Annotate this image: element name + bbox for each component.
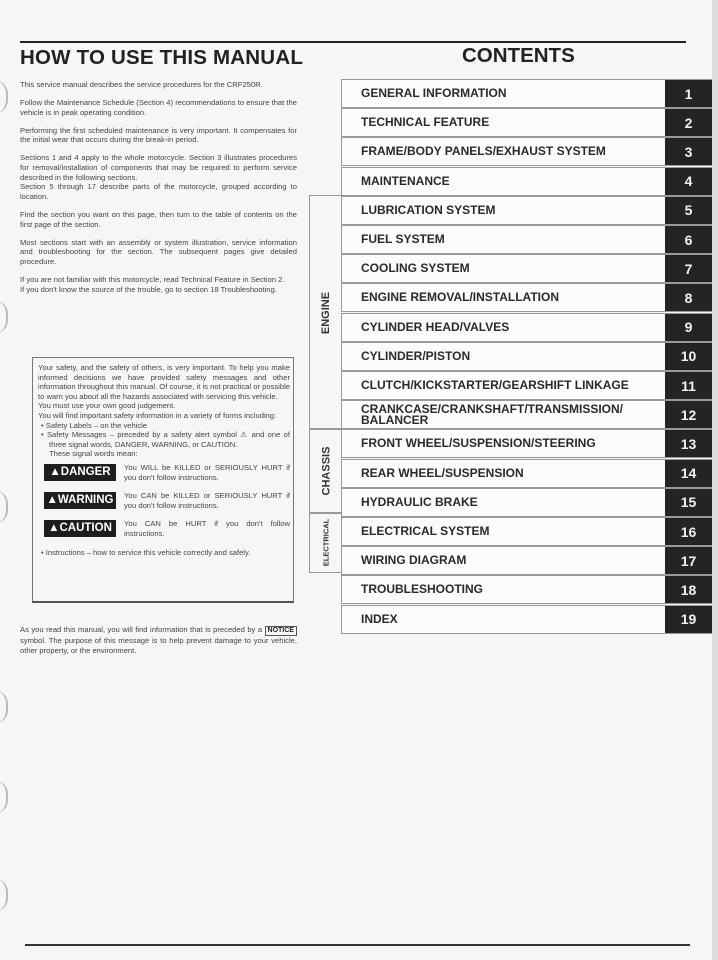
signal-text: You CAN be HURT if you don't follow instructions. bbox=[124, 519, 290, 538]
bullet: • Safety Messages – preceded by a safety alert symbol ⚠ and one of three signal words, DANGER, WARNING, or CAUTION. bbox=[41, 430, 290, 449]
contents-item-3[interactable] bbox=[341, 137, 712, 166]
contents-item-label: FRONT WHEEL/SUSPENSION/STEERING bbox=[361, 436, 596, 451]
section-number-tab: 7 bbox=[665, 255, 712, 282]
safety-intro: Your safety, and the safety of others, is very important. To help you make informed decisions we have provided safety messages and other information throughout this manual. Of course, it is not practical or possible to warn you about all the hazards associated with servicing this vehicle. bbox=[38, 363, 290, 401]
group-label: ELECTRICAL bbox=[321, 518, 331, 567]
contents-item-6[interactable] bbox=[341, 225, 712, 254]
signal-danger bbox=[44, 463, 290, 482]
punch-hole bbox=[0, 690, 8, 724]
contents-item-label: HYDRAULIC BRAKE bbox=[361, 494, 478, 509]
section-number-tab: 3 bbox=[665, 138, 712, 165]
signal-intro: These signal words mean: bbox=[49, 449, 138, 459]
top-rule bbox=[20, 41, 686, 43]
contents-item-label: MAINTENANCE bbox=[361, 173, 450, 188]
contents-item-5[interactable] bbox=[341, 196, 712, 225]
paragraph: If you don't know the source of the trouble, go to section 18 Troubleshooting. bbox=[20, 284, 277, 294]
signal-warning bbox=[44, 491, 290, 510]
bottom-rule bbox=[25, 944, 690, 946]
paragraph: Follow the Maintenance Schedule (Section 4) recommendations to ensure that the vehicle is in peak operating condition. bbox=[20, 98, 297, 117]
contents-item-9[interactable] bbox=[341, 313, 712, 342]
contents-item-11[interactable] bbox=[341, 371, 712, 400]
contents-item-label: CYLINDER/PISTON bbox=[361, 348, 471, 363]
contents-item-label: ELECTRICAL SYSTEM bbox=[361, 524, 490, 538]
contents-item-label: GENERAL INFORMATION bbox=[361, 86, 507, 100]
contents-item-17[interactable] bbox=[341, 546, 712, 575]
section-number-tab: 10 bbox=[665, 343, 712, 370]
section-number-tab: 15 bbox=[665, 489, 712, 516]
contents-item-14[interactable] bbox=[341, 459, 712, 488]
bullet: • Safety Labels – on the vehicle bbox=[41, 420, 148, 430]
page-edge bbox=[712, 0, 718, 960]
bullet: • Instructions – how to service this vehicle correctly and safely. bbox=[41, 547, 251, 557]
punch-hole bbox=[0, 878, 8, 912]
section-number-tab: 9 bbox=[665, 314, 712, 341]
section-number-tab: 17 bbox=[665, 547, 712, 574]
section-number-tab: 18 bbox=[665, 576, 712, 603]
contents-item-18[interactable] bbox=[341, 575, 712, 604]
section-number-tab: 6 bbox=[665, 226, 712, 253]
notice-paragraph bbox=[20, 625, 297, 655]
page-title: HOW TO USE THIS MANUAL bbox=[20, 46, 304, 69]
section-number-tab: 16 bbox=[665, 518, 712, 545]
contents-item-15[interactable] bbox=[341, 488, 712, 517]
section-number-tab: 11 bbox=[665, 372, 712, 399]
contents-title: CONTENTS bbox=[462, 44, 575, 67]
paragraph: Sections 1 and 4 apply to the whole motorcycle. Section 3 illustrates procedures for removal/installation of components that may be required to perform service described in the following sections. bbox=[20, 153, 297, 182]
warning-badge: ▲WARNING bbox=[44, 492, 116, 509]
paragraph: Most sections start with an assembly or system illustration, service information and troubleshooting for the section. The subsequent pages give detailed procedure. bbox=[20, 237, 297, 266]
contents-item-label: CRANKCASE/CRANKSHAFT/TRANSMISSION/ BALANCER bbox=[361, 401, 624, 427]
punch-hole bbox=[0, 300, 8, 334]
contents-item-label: CLUTCH/KICKSTARTER/GEARSHIFT LINKAGE bbox=[361, 378, 629, 392]
contents-item-label: WIRING DIAGRAM bbox=[361, 553, 467, 568]
contents-item-label: FUEL SYSTEM bbox=[361, 232, 445, 246]
safety-box bbox=[32, 357, 294, 603]
signal-caution bbox=[44, 519, 290, 538]
signal-text: You CAN be KILLED or SERIOUSLY HURT if you don't follow instructions. bbox=[124, 491, 290, 510]
group-label: CHASSIS bbox=[320, 446, 332, 496]
section-number-tab: 2 bbox=[665, 109, 712, 136]
group-electrical bbox=[309, 512, 342, 573]
punch-hole bbox=[0, 780, 8, 814]
punch-hole bbox=[0, 80, 8, 114]
paragraph: If you are not familiar with this motorcycle, read Technical Feature in Section 2. bbox=[20, 274, 285, 284]
group-label: ENGINE bbox=[320, 291, 332, 334]
contents-item-4[interactable] bbox=[341, 167, 712, 196]
section-number-tab: 12 bbox=[665, 401, 712, 428]
paragraph: Performing the first scheduled maintenance is very important. It compensates for the initial wear that occurs during the break-in period. bbox=[20, 125, 297, 145]
section-number-tab: 8 bbox=[665, 284, 712, 311]
section-number-tab: 14 bbox=[665, 460, 712, 487]
punch-hole bbox=[0, 490, 8, 524]
caution-badge: ▲CAUTION bbox=[44, 520, 116, 537]
contents-item-8[interactable] bbox=[341, 283, 712, 312]
paragraph: Section 5 through 17 describe parts of the motorcycle, grouped according to location. bbox=[20, 182, 297, 201]
safety-judgement: You must use your own good judgement. bbox=[38, 401, 176, 411]
contents-item-16[interactable] bbox=[341, 517, 712, 546]
signal-text: You WILL be KILLED or SERIOUSLY HURT if you don't follow instructions. bbox=[124, 462, 290, 482]
contents-item-label: LUBRICATION SYSTEM bbox=[361, 202, 496, 217]
intro-text bbox=[20, 80, 297, 303]
contents-item-10[interactable] bbox=[341, 342, 712, 371]
safety-forms: You will find important safety information in a variety of forms including: bbox=[38, 410, 277, 420]
section-number-tab: 1 bbox=[665, 80, 712, 107]
contents-item-1[interactable] bbox=[341, 79, 712, 108]
contents-item-13[interactable] bbox=[341, 429, 712, 458]
contents-item-label: INDEX bbox=[361, 611, 398, 626]
group-chassis bbox=[309, 428, 342, 514]
paragraph: Find the section you want on this page, then turn to the table of contents on the first page of the section. bbox=[20, 209, 297, 229]
contents-item-label: TROUBLESHOOTING bbox=[361, 582, 483, 597]
contents-item-label: ENGINE REMOVAL/INSTALLATION bbox=[361, 290, 559, 305]
contents-item-label: TECHNICAL FEATURE bbox=[361, 115, 490, 130]
group-engine bbox=[309, 195, 342, 430]
notice-symbol: NOTICE bbox=[265, 626, 297, 636]
notice-after: symbol. The purpose of this message is to help prevent damage to your vehicle, other property, or the environment. bbox=[20, 636, 297, 655]
contents-item-12[interactable] bbox=[341, 400, 712, 429]
contents-item-19[interactable] bbox=[341, 605, 712, 634]
section-number-tab: 13 bbox=[665, 430, 712, 457]
paragraph: This service manual describes the service procedures for the CRF250R. bbox=[20, 80, 263, 89]
contents-item-label: REAR WHEEL/SUSPENSION bbox=[361, 465, 524, 480]
section-number-tab: 4 bbox=[665, 168, 712, 195]
contents-item-label: FRAME/BODY PANELS/EXHAUST SYSTEM bbox=[361, 144, 606, 159]
contents-item-label: CYLINDER HEAD/VALVES bbox=[361, 319, 510, 334]
danger-badge: ▲DANGER bbox=[44, 464, 116, 481]
contents-item-2[interactable] bbox=[341, 108, 712, 137]
contents-item-7[interactable] bbox=[341, 254, 712, 283]
contents-item-label: COOLING SYSTEM bbox=[361, 261, 470, 276]
section-number-tab: 5 bbox=[665, 197, 712, 224]
notice-before: As you read this manual, you will find information that is preceded by a bbox=[20, 625, 263, 634]
section-number-tab: 19 bbox=[665, 606, 712, 633]
